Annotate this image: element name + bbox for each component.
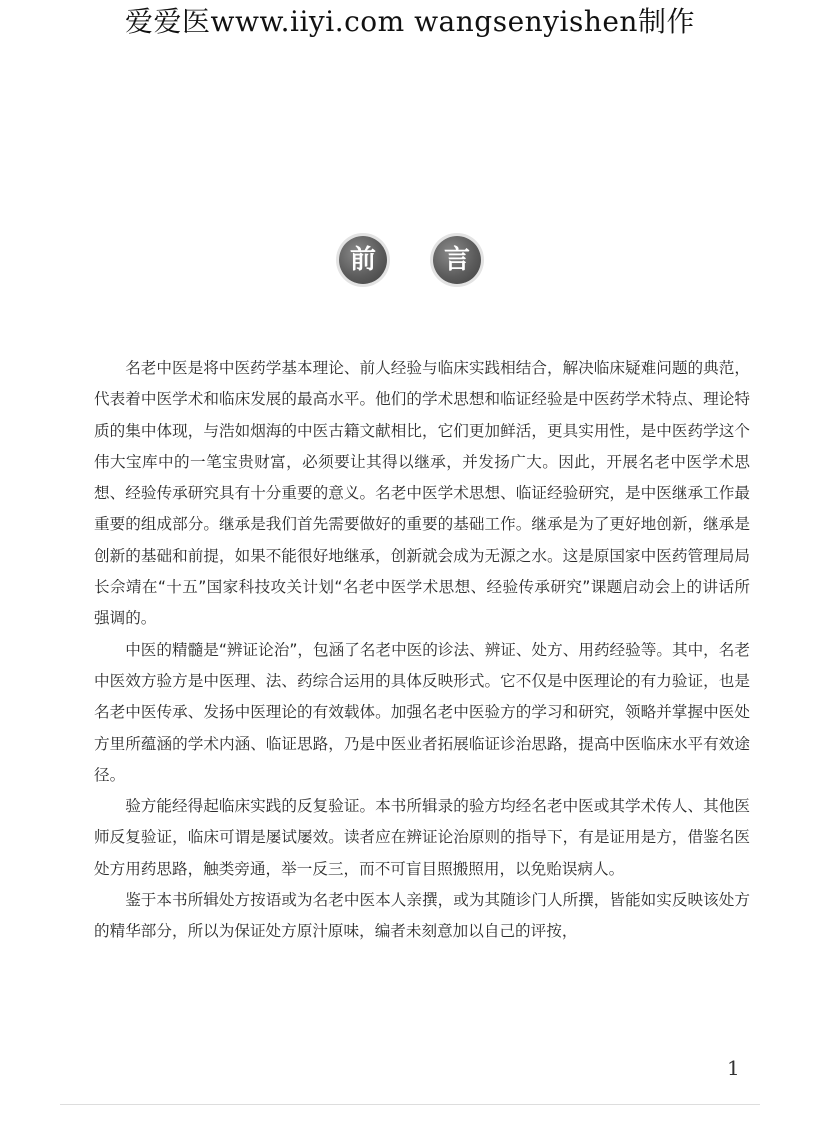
page-number: 1: [727, 1056, 740, 1080]
preface-body: [94, 353, 750, 948]
paragraph: 名老中医是将中医药学基本理论、前人经验与临床实践相结合，解决临床疑难问题的典范，代表着中医学术和临床发展的最高水平。他们的学术思想和临证经验是中医药学术特点、理论特质的集中体现，与浩如烟海的中医古籍文献相比，它们更加鲜活，更具实用性，是中医药学这个伟大宝库中的一笔宝贵财富，必须要让其得以继承，并发扬广大。因此，开展名老中医学术思想、经验传承研究具有十分重要的意义。名老中医学术思想、临证经验研究，是中医继承工作最重要的组成部分。继承是我们首先需要做好的重要的基础工作。继承是为了更好地创新，继承是创新的基础和前提，如果不能很好地继承，创新就会成为无源之水。这是原国家中医药管理局局长佘靖在“十五”国家科技攻关计划“名老中医学术思想、经验传承研究”课题启动会上的讲话所强调的。: [94, 359, 750, 628]
bottom-divider: [60, 1104, 760, 1105]
paragraph: 鉴于本书所辑处方按语或为名老中医本人亲撰，或为其随诊门人所撰，皆能如实反映该处方的精华部分，所以为保证处方原汁原味，编者未刻意加以自己的评按，: [94, 891, 750, 941]
title-badge-qian: 前: [339, 236, 387, 284]
paragraph: 中医的精髓是“辨证论治”，包涵了名老中医的诊法、辨证、处方、用药经验等。其中，名老中医效方验方是中医理、法、药综合运用的具体反映形式。它不仅是中医理论的有力验证，也是名老中医传承、发扬中医理论的有效载体。加强名老中医验方的学习和研究，领略并掌握中医处方里所蕴涵的学术内涵、临证思路，乃是中医业者拓展临证诊治思路，提高中医临床水平有效途径。: [94, 640, 750, 784]
title-badge-yan: 言: [433, 236, 481, 284]
page-title: [0, 236, 820, 284]
paragraph: 验方能经得起临床实践的反复验证。本书所辑录的验方均经名老中医或其学术传人、其他医师反复验证，临床可谓是屡试屡效。读者应在辨证论治原则的指导下，有是证用是方，借鉴名医处方用药思路，触类旁通，举一反三，而不可盲目照搬照用，以免贻误病人。: [94, 797, 750, 878]
watermark-text: 爱爱医www.iiyi.com wangsenyishen制作: [125, 5, 695, 38]
